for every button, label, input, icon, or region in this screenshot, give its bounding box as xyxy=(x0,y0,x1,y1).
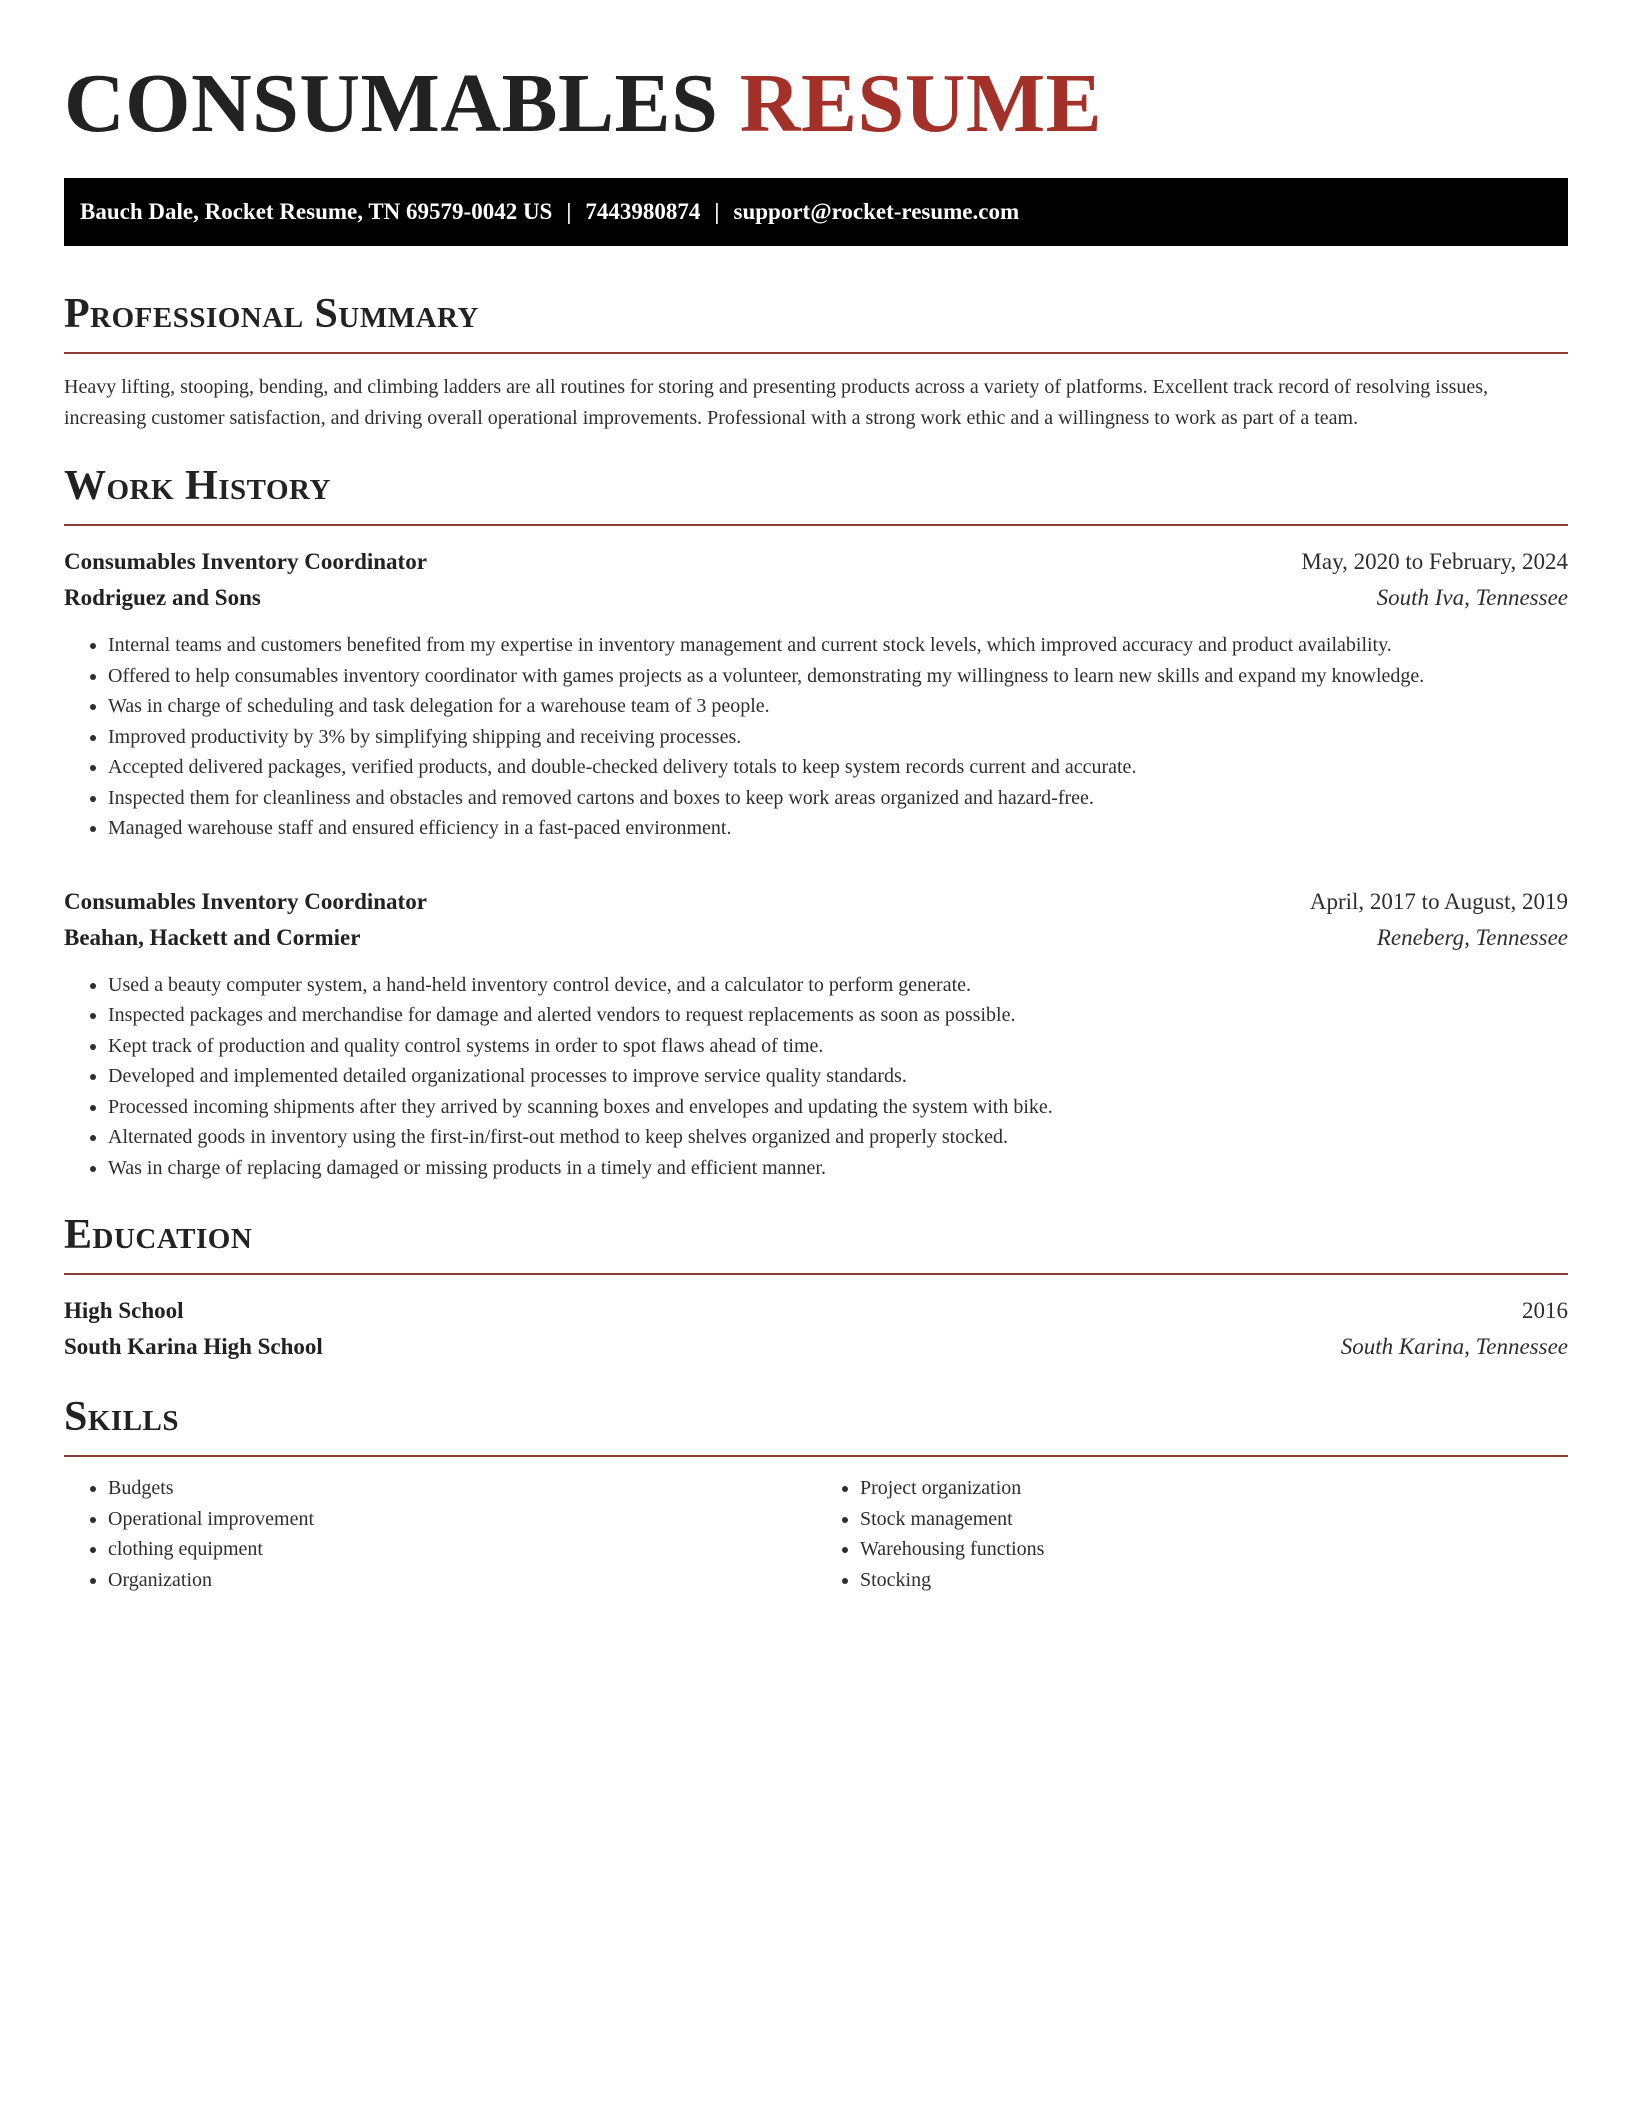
skill-item: • Stocking xyxy=(860,1565,1568,1596)
job-bullet: • Offered to help consumables inventory coordinator with games projects as a volunteer, demonstrating my willingness to learn new skills and expand my knowledge. xyxy=(108,661,1568,692)
skills-columns xyxy=(64,1473,1568,1595)
job-bullet: • Accepted delivered packages, verified products, and double-checked delivery totals to keep system records current and accurate. xyxy=(108,752,1568,783)
job-bullet: • Inspected packages and merchandise for damage and alerted vendors to request replacements as soon as possible. xyxy=(108,1000,1568,1031)
education-section xyxy=(64,1211,1568,1365)
skills-heading: Skills xyxy=(64,1394,180,1440)
job-bullet: • Was in charge of replacing damaged or missing products in a timely and efficient manner. xyxy=(108,1153,1568,1184)
summary-heading: Professional Summary xyxy=(64,291,479,337)
job-bullet: • Was in charge of scheduling and task delegation for a warehouse team of 3 people. xyxy=(108,691,1568,722)
skill-item: • Stock management xyxy=(860,1504,1568,1535)
job-company-row xyxy=(64,580,1568,616)
job-company: Beahan, Hackett and Cormier xyxy=(64,924,361,950)
contact-phone[interactable]: 7443980874 xyxy=(585,199,701,224)
job-bullet: • Developed and implemented detailed organizational processes to improve service quality standards. xyxy=(108,1061,1568,1092)
job-location: Reneberg, Tennessee xyxy=(1376,924,1568,950)
education-entry xyxy=(64,1293,1568,1365)
skill-item: • Operational improvement xyxy=(108,1504,816,1535)
education-year: 2016 xyxy=(1522,1298,1568,1323)
skills-list-left xyxy=(64,1473,816,1595)
skills-list-right xyxy=(816,1473,1568,1595)
section-divider xyxy=(64,1455,1568,1457)
title-main: CONSUMABLES xyxy=(64,57,719,150)
title-accent: RESUME xyxy=(739,57,1103,150)
job-title: Consumables Inventory Coordinator xyxy=(64,888,427,914)
skill-item: • Budgets xyxy=(108,1473,816,1504)
job-bullet: • Inspected them for cleanliness and obstacles and removed cartons and boxes to keep work areas organized and hazard-free. xyxy=(108,783,1568,814)
contact-separator: | xyxy=(566,199,572,224)
skills-section xyxy=(64,1393,1568,1595)
work-history-heading: Work History xyxy=(64,463,331,509)
summary-text: Heavy lifting, stooping, bending, and climbing ladders are all routines for storing and presenting products across a variety of platforms. Excellent track record of resolving issues, increasing customer satisfaction, and driving overall operational improvements. Professional with a strong work ethic and a willingness to work as part of a team. xyxy=(64,376,1489,429)
skill-item: • Organization xyxy=(108,1565,816,1596)
education-school-row xyxy=(64,1329,1568,1365)
job-dates: May, 2020 to February, 2024 xyxy=(1301,549,1568,574)
summary-section xyxy=(64,290,1568,434)
job-bullet: • Used a beauty computer system, a hand-held inventory control device, and a calculator to perform generate. xyxy=(108,970,1568,1001)
contact-separator: | xyxy=(714,199,720,224)
job-bullet: • Alternated goods in inventory using the first-in/first-out method to keep shelves organized and properly stocked. xyxy=(108,1122,1568,1153)
resume-title xyxy=(64,56,1568,152)
education-heading: Education xyxy=(64,1212,253,1258)
job-bullet: • Internal teams and customers benefited from my expertise in inventory management and current stock levels, which improved accuracy and product availability. xyxy=(108,630,1568,661)
job-title-row xyxy=(64,544,1568,580)
skill-item: • clothing equipment xyxy=(108,1534,816,1565)
contact-bar xyxy=(64,178,1568,246)
job-company: Rodriguez and Sons xyxy=(64,585,261,610)
job-bullet-list xyxy=(64,970,1568,1184)
education-degree-row xyxy=(64,1293,1568,1329)
job-dates: April, 2017 to August, 2019 xyxy=(1309,888,1568,914)
job-company-row xyxy=(64,920,1568,956)
job-bullet: • Processed incoming shipments after they arrived by scanning boxes and envelopes and updating the system with bike. xyxy=(108,1092,1568,1123)
job-bullet: • Improved productivity by 3% by simplifying shipping and receiving processes. xyxy=(108,722,1568,753)
job-title-row xyxy=(64,884,1568,920)
work-history-section xyxy=(64,462,1568,1183)
job-title: Consumables Inventory Coordinator xyxy=(64,549,427,574)
contact-address: Bauch Dale, Rocket Resume, TN 69579-0042 US xyxy=(80,199,553,224)
job-entry xyxy=(64,884,1568,1184)
section-divider xyxy=(64,352,1568,354)
skill-item: • Warehousing functions xyxy=(860,1534,1568,1565)
contact-email[interactable]: support@rocket-resume.com xyxy=(733,199,1020,224)
education-location: South Karina, Tennessee xyxy=(1340,1334,1568,1359)
education-degree: High School xyxy=(64,1298,184,1323)
job-bullet: • Kept track of production and quality control systems in order to spot flaws ahead of time. xyxy=(108,1031,1568,1062)
job-bullet: • Managed warehouse staff and ensured efficiency in a fast-paced environment. xyxy=(108,813,1568,844)
skill-item: • Project organization xyxy=(860,1473,1568,1504)
job-bullet-list xyxy=(64,630,1568,844)
job-location: South Iva, Tennessee xyxy=(1376,585,1568,610)
section-divider xyxy=(64,1273,1568,1275)
education-school: South Karina High School xyxy=(64,1334,323,1359)
job-entry xyxy=(64,544,1568,844)
section-divider xyxy=(64,524,1568,526)
